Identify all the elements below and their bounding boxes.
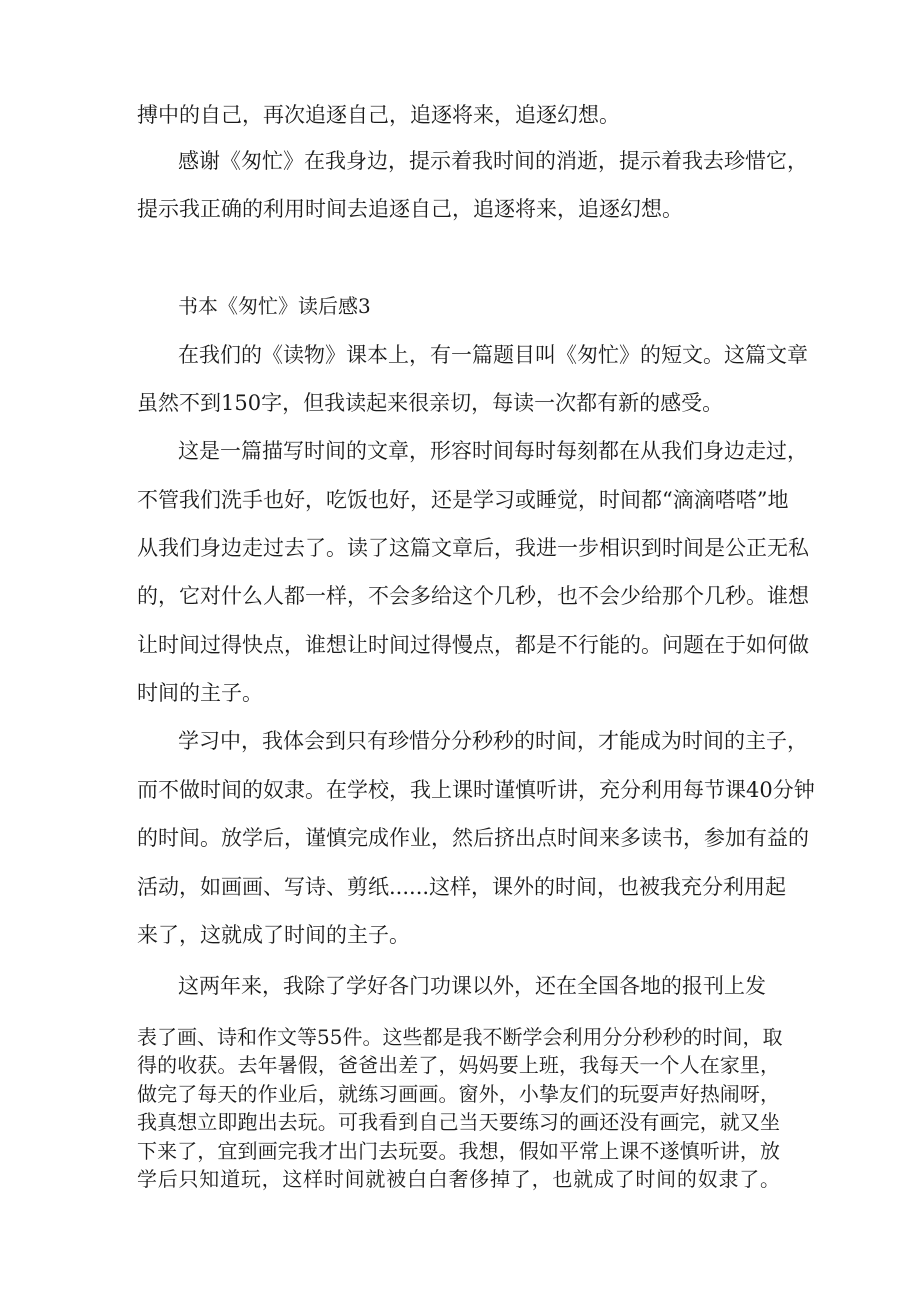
paragraph-line: 的时间。放学后，谨慎完成作业，然后挤出点时间来多读书，参加有益的 bbox=[137, 826, 809, 850]
paragraph-line: 来了，这就成了时间的主子。 bbox=[137, 923, 410, 947]
paragraph-line: 从我们身边走过去了。读了这篇文章后，我进一步相识到时间是公正无私 bbox=[137, 536, 809, 560]
paragraph-line: 的，它对什么人都一样，不会多给这个几秒，也不会少给那个几秒。谁想 bbox=[137, 584, 809, 608]
paragraph-line: 而不做时间的奴隶。在学校，我上课时谨慎听讲，充分利用每节课40分钟 bbox=[137, 778, 815, 802]
paragraph-line: 提示我正确的利用时间去追逐自己，追逐将来，追逐幻想。 bbox=[137, 197, 683, 221]
paragraph-line: 学后只知道玩，这样时间就被白白奢侈掉了，也就成了时间的奴隶了。 bbox=[137, 1167, 780, 1191]
paragraph-line: 不管我们洗手也好，吃饭也好，还是学习或睡觉，时间都“滴滴嗒嗒”地 bbox=[137, 488, 789, 512]
paragraph-line: 时间的主子。 bbox=[137, 681, 263, 705]
paragraph-line: 表了画、诗和作文等55件。这些都是我不断学会利用分分秒秒的时间，取 bbox=[137, 1025, 783, 1049]
paragraph-line: 下来了，宜到画完我才出门去玩耍。我想，假如平常上课不遂慎听讲，放 bbox=[137, 1139, 780, 1163]
paragraph-line: 做完了每天的作业后，就练习画画。窗外，小挚友们的玩耍声好热闹呀， bbox=[137, 1082, 780, 1106]
paragraph-line: 得的收获。去年暑假，爸爸出差了，妈妈要上班，我每天一个人在家里， bbox=[137, 1053, 780, 1077]
section-heading: 书本《匆忙》读后感3 bbox=[178, 294, 371, 318]
paragraph-line: 让时间过得快点，谁想让时间过得慢点，都是不行能的。问题在于如何做 bbox=[137, 633, 809, 657]
paragraph-line: 虽然不到150字，但我读起来很亲切，每读一次都有新的感受。 bbox=[137, 391, 724, 415]
paragraph-line: 在我们的《读物》课本上，有一篇题目叫《匆忙》的短文。这篇文章 bbox=[178, 343, 808, 367]
paragraph-line: 感谢《匆忙》在我身边，提示着我时间的消逝，提示着我去珍惜它， bbox=[178, 149, 808, 173]
paragraph-line: 我真想立即跑出去玩。可我看到自己当天要练习的画还没有画完，就又坐 bbox=[137, 1110, 780, 1134]
paragraph-line: 这是一篇描写时间的文章，形容时间每时每刻都在从我们身边走过， bbox=[178, 439, 808, 463]
paragraph-line: 活动，如画画、写诗、剪纸......这样，课外的时间，也被我充分利用起 bbox=[137, 875, 787, 899]
paragraph-line: 搏中的自己，再次追逐自己，追逐将来，追逐幻想。 bbox=[137, 103, 620, 127]
paragraph-line: 这两年来，我除了学好各门功课以外，还在全国各地的报刊上发 bbox=[178, 974, 766, 998]
paragraph-line: 学习中，我体会到只有珍惜分分秒秒的时间，才能成为时间的主子， bbox=[178, 729, 808, 753]
